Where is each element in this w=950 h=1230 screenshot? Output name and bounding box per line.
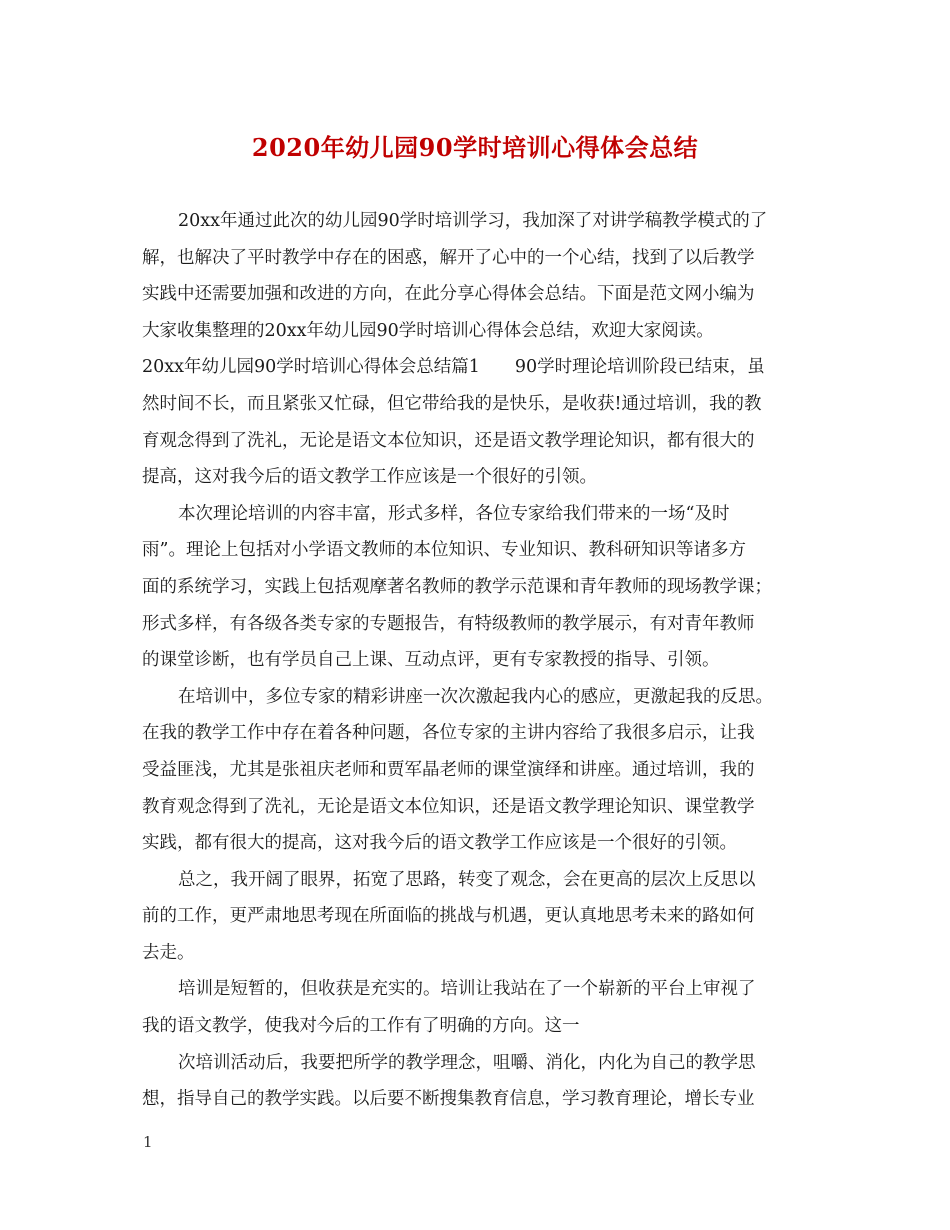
- text-line: 雨”。理论上包括对小学语文教师的本位知识、专业知识、教科研知识等诸多方: [142, 540, 746, 561]
- text-line: 培训是短暂的，但收获是充实的。培训让我站在了一个崭新的平台上审视了: [178, 979, 756, 1000]
- text-line: 大家收集整理的20xx年幼儿园90学时培训心得体会总结，欢迎大家阅读。: [142, 320, 714, 341]
- text-line: 实践，都有很大的提高，这对我今后的语文教学工作应该是一个很好的引领。: [142, 833, 737, 854]
- text-line: 然时间不长，而且紧张又忙碌，但它带给我的是快乐，是收获!通过培训，我的教: [142, 393, 762, 414]
- text-line: 前的工作，更严肃地思考现在所面临的挑战与机遇，更认真地思考未来的路如何: [142, 906, 755, 927]
- text-line: 总之，我开阔了眼界，拓宽了思路，转变了观念，会在更高的层次上反思以: [178, 869, 756, 890]
- page-number: 1: [143, 1133, 153, 1151]
- text-line: 的课堂诊断，也有学员自己上课、互动点评，更有专家教授的指导、引领。: [142, 650, 720, 671]
- text-line: 形式多样，有各级各类专家的专题报告，有特级教师的教学展示，有对青年教师: [142, 613, 755, 634]
- text-line: 教育观念得到了洗礼，无论是语文本位知识，还是语文教学理论知识、课堂教学: [142, 796, 755, 817]
- text-line: 解，也解决了平时教学中存在的困惑，解开了心中的一个心结，找到了以后教学: [142, 247, 755, 268]
- text-line: 20xx年幼儿园90学时培训心得体会总结篇1 90学时理论培训阶段已结束，虽: [142, 357, 765, 378]
- text-line: 面的系统学习，实践上包括观摩著名教师的教学示范课和青年教师的现场教学课；: [142, 576, 772, 597]
- text-line: 20xx年通过此次的幼儿园90学时培训学习，我加深了对讲学稿教学模式的了: [178, 211, 768, 231]
- text-line: 本次理论培训的内容丰富，形式多样，各位专家给我们带来的一场“及时: [178, 503, 730, 524]
- text-line: 受益匪浅，尤其是张祖庆老师和贾军晶老师的课堂演绎和讲座。通过培训，我的: [142, 759, 755, 780]
- text-line: 我的语文教学，使我对今后的工作有了明确的方向。这一: [142, 1016, 580, 1037]
- document-body: [142, 203, 810, 1118]
- text-line: 想，指导自己的教学实践。以后要不断搜集教育信息，学习教育理论，增长专业: [142, 1089, 755, 1110]
- page-title: 2020年幼儿园90学时培训心得体会总结: [251, 133, 699, 162]
- text-line: 实践中还需要加强和改进的方向，在此分享心得体会总结。下面是范文网小编为: [142, 284, 755, 305]
- text-line: 提高，这对我今后的语文教学工作应该是一个很好的引领。: [142, 467, 597, 488]
- text-line: 在培训中，多位专家的精彩讲座一次次激起我内心的感应，更激起我的反思。: [178, 686, 773, 707]
- text-line: 去走。: [142, 942, 195, 963]
- text-line: 在我的教学工作中存在着各种问题，各位专家的主讲内容给了我很多启示，让我: [142, 723, 755, 744]
- text-line: 育观念得到了洗礼，无论是语文本位知识，还是语文教学理论知识，都有很大的: [142, 430, 755, 451]
- text-line: 次培训活动后，我要把所学的教学理念，咀嚼、消化，内化为自己的教学思: [178, 1052, 756, 1073]
